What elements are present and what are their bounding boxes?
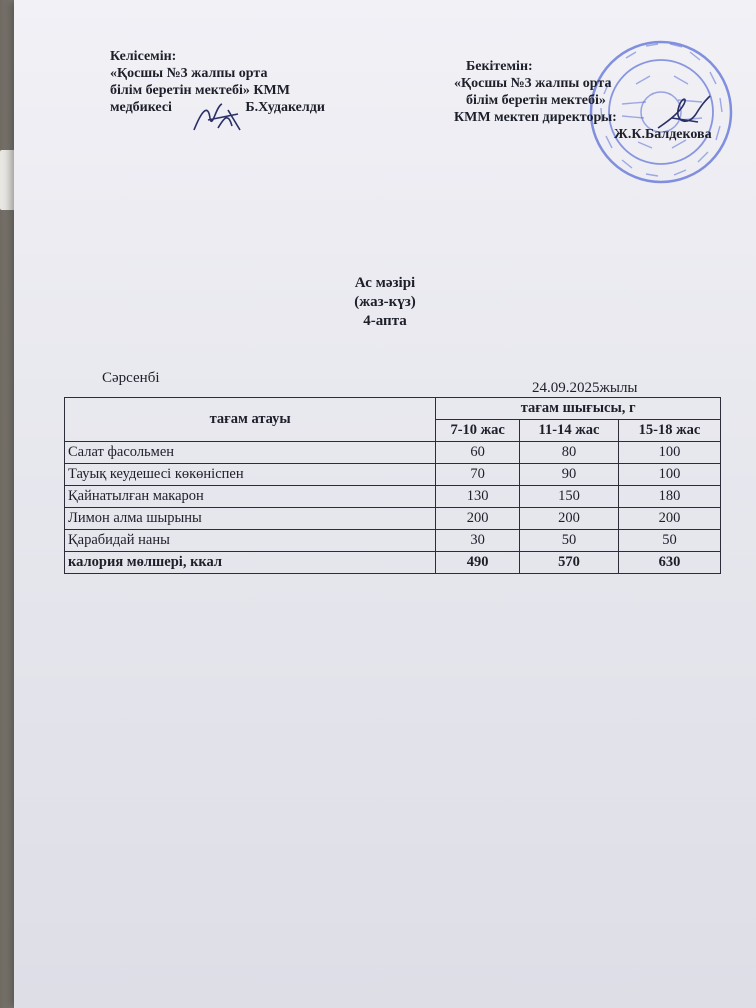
portion-value: 180 xyxy=(618,486,720,508)
approval-right-line2: білім беретін мектебі» xyxy=(466,93,606,108)
portion-value: 80 xyxy=(520,442,619,464)
menu-title xyxy=(14,274,756,331)
nurse-signature-icon xyxy=(188,100,248,136)
portion-value: 90 xyxy=(520,464,619,486)
table-row xyxy=(65,508,721,530)
age-group-header: 11-14 жас xyxy=(520,420,619,442)
menu-title-line1: Ас мәзірі xyxy=(354,275,416,291)
dish-name-header: тағам атауы xyxy=(65,398,436,442)
document-page xyxy=(14,0,756,1008)
dish-name: Тауық кеудешесі көкөніспен xyxy=(65,464,436,486)
day-date-row xyxy=(102,370,682,396)
approval-right-signer: Ж.К.Балдекова xyxy=(614,127,712,142)
approval-right-heading: Бекітемін: xyxy=(466,59,533,74)
dish-name: Лимон алма шырыны xyxy=(65,508,436,530)
dish-name: Қарабидай наны xyxy=(65,530,436,552)
calorie-value: 630 xyxy=(618,552,720,574)
calorie-label: калория мөлшері, ккал xyxy=(65,552,436,574)
portion-value: 70 xyxy=(436,464,520,486)
yield-header: тағам шығысы, г xyxy=(436,398,721,420)
table-row xyxy=(65,442,721,464)
portion-value: 200 xyxy=(520,508,619,530)
table-header-row xyxy=(65,398,721,420)
portion-value: 50 xyxy=(520,530,619,552)
approval-left-line3: медбикесі xyxy=(110,100,172,115)
portion-value: 130 xyxy=(436,486,520,508)
calorie-row xyxy=(65,552,721,574)
menu-table xyxy=(64,397,721,574)
portion-value: 60 xyxy=(436,442,520,464)
dish-name: Салат фасольмен xyxy=(65,442,436,464)
table-row xyxy=(65,464,721,486)
approval-left-line2: білім беретін мектебі» КММ xyxy=(110,83,290,98)
menu-title-line2: (жаз-күз) xyxy=(354,294,416,310)
director-signature-icon xyxy=(654,92,714,136)
approval-left-heading: Келісемін: xyxy=(110,49,177,64)
portion-value: 200 xyxy=(618,508,720,530)
table-row xyxy=(65,530,721,552)
approval-right-line3: КММ мектеп директоры: xyxy=(454,110,617,125)
calorie-value: 570 xyxy=(520,552,619,574)
weekday-label: Сәрсенбі xyxy=(102,370,160,386)
approval-right-line1: «Қосшы №3 жалпы орта xyxy=(454,76,612,91)
portion-value: 200 xyxy=(436,508,520,530)
portion-value: 30 xyxy=(436,530,520,552)
portion-value: 150 xyxy=(520,486,619,508)
dish-name: Қайнатылған макарон xyxy=(65,486,436,508)
portion-value: 100 xyxy=(618,442,720,464)
calorie-value: 490 xyxy=(436,552,520,574)
approval-left-signer: Б.Худакелди xyxy=(245,100,325,115)
portion-value: 100 xyxy=(618,464,720,486)
menu-title-line3: 4-апта xyxy=(363,313,407,329)
table-row xyxy=(65,486,721,508)
menu-date: 24.09.2025жылы xyxy=(532,380,638,396)
approval-left-line1: «Қосшы №3 жалпы орта xyxy=(110,66,268,81)
age-group-header: 7-10 жас xyxy=(436,420,520,442)
portion-value: 50 xyxy=(618,530,720,552)
age-group-header: 15-18 жас xyxy=(618,420,720,442)
